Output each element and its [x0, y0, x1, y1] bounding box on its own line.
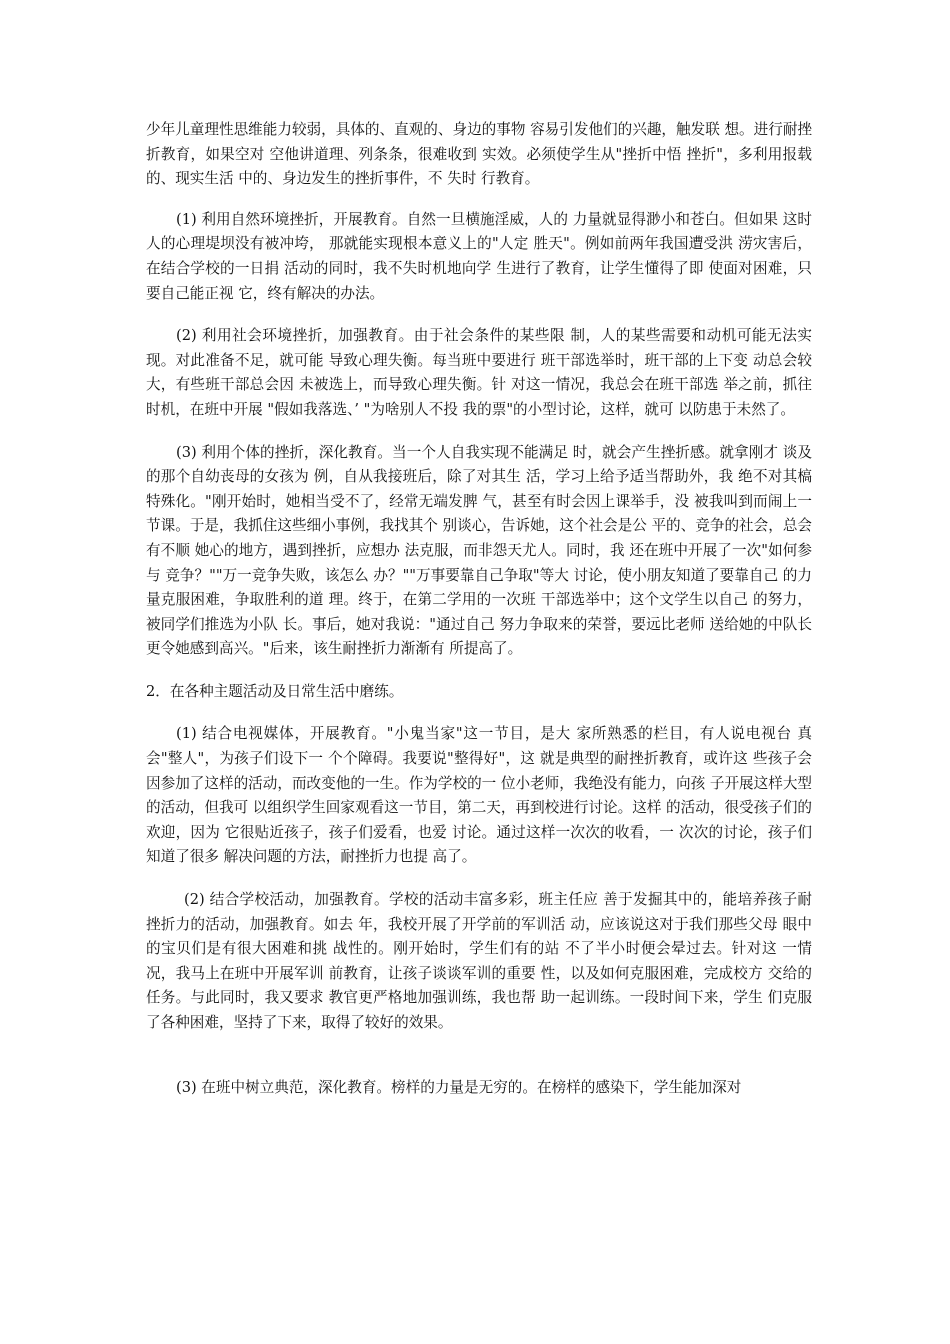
natural-environment-paragraph: (1) 利用自然环境挫折，开展教育。自然一旦横施淫威，人的 力量就显得渺小和苍白。但如果 这时人的心理堤坝没有被冲垮， 那就能实现根本意义上的"人定 胜天"。例如前两年我国遭受洪 涝灾害后，在结合学校的一日捐 活动的同时，我不失时机地向学 生进行了教育，让学生懂得了即 使面对困难，只要自己能正视 它，终有解决的办法。 — [146, 210, 812, 302]
school-activities-paragraph: (2) 结合学校活动，加强教育。学校的活动丰富多彩，班主任应 善于发掘其中的，能培养孩子耐 挫折力的活动，加强教育。如去 年，我校开展了开学前的军训活 动，应该说这对于我们那些父母 眼中的宝贝们是有很大困难和挑 战性的。刚开始时，学生们有的站 不了半小时便会晕过去。针对这 一情况，我马上在班中开展军训 前教育，让孩子谈谈军训的重要 性，以及如何克服困难，完成校方 交给的任务。与此同时，我又要求 教官更严格地加强训练，我也帮 助一起训练。一段时间下来，学生 们克服了各种困难，坚持了下来，取得了较好的效果。 — [146, 891, 812, 1031]
individual-setback-paragraph: (3) 利用个体的挫折，深化教育。当一个人自我实现不能满足 时，就会产生挫折感。就拿刚才 谈及的那个自幼丧母的女孩为 例，自从我接班后，除了对其生 活，学习上给予适当帮助外，我 绝不对其槁特殊化。"刚开始时，她相当受不了，经常无端发脾 气，甚至有时会因上课举手，没 被我叫到而闹上一节课。于是，我抓住这些细小事例，我找其个 别谈心，告诉她，这个社会是公 平的、竞争的社会，总会有不顺 她心的地方，遇到挫折，应想办 法克服，而非怨天尤人。同时，我 还在班中开展了一次"如何参与 竞争？""万一竞争失败，该怎么 办？""万事要靠自己争取"等大 讨论，使小朋友知道了要靠自己 的力量克服困难，争取胜利的道 理。终于，在第二学用的一次班 干部选举中；这个文学生以自己 的努力，被同学们推选为小队 长。事后，她对我说："通过自己 努力争取来的荣誉，要远比老师 送给她的中队长更令她感到高兴。"后来，该生耐挫折力渐渐有 所提高了。 — [146, 443, 813, 658]
intro-paragraph: 少年儿童理性思维能力较弱，具体的、直观的、身边的事物 容易引发他们的兴趣，触发联 想。进行耐挫折教育，如果空对 空他讲道理、列条条，很难收到 实效。必须使学生从"挫折中悟 挫折"，多利用报载的、现实生活 中的、身边发生的挫折事件，不 失时 行教育。 — [146, 121, 813, 188]
document-page — [146, 118, 812, 1100]
social-environment-paragraph: (2) 利用社会环境挫折，加强教育。由于社会条件的某些限 制，人的某些需要和动机可能无法实现。对此准备不足，就可能 导致心理失衡。每当班中要进行 班干部选举时，班干部的上下变 动总会较大，有些班干部总会因 未被选上，而导致心理失衡。针 对这一情况，我总会在班干部选 举之前，抓往时机，在班中开展 "假如我落选、’ "为啥别人不投 我的票"的小型讨论，这样，就可 以防患于未然了。 — [146, 327, 812, 418]
tv-media-paragraph: (1) 结合电视媒体，开展教育。"小鬼当家"这一节目，是大 家所熟悉的栏目，有人说电视台 真会"整人"，为孩子们设下一 个个障碍。我要说"整得好"，这 就是典型的耐挫折教育，或许这 些孩子会因参加了这样的活动，而改变他的一生。作为学校的一 位小老师，我绝没有能力，向孩 子开展这样大型的活动，但我可 以组织学生回家观看这一节目，第二天，再到校进行讨论。这样 的活动，很受孩子们的欢迎，因为 它很贴近孩子，孩子们爱看，也爱 讨论。通过这样一次次的收看，一 次次的讨论，孩子们知道了很多 解决问题的方法，耐挫折力也提 高了。 — [146, 725, 813, 866]
role-model-paragraph: (3) 在班中树立典范，深化教育。榜样的力量是无穷的。在榜样的感染下，学生能加深对 — [176, 1078, 742, 1096]
section-heading-2: 2．在各种主题活动及日常生活中磨练。 — [146, 682, 404, 700]
